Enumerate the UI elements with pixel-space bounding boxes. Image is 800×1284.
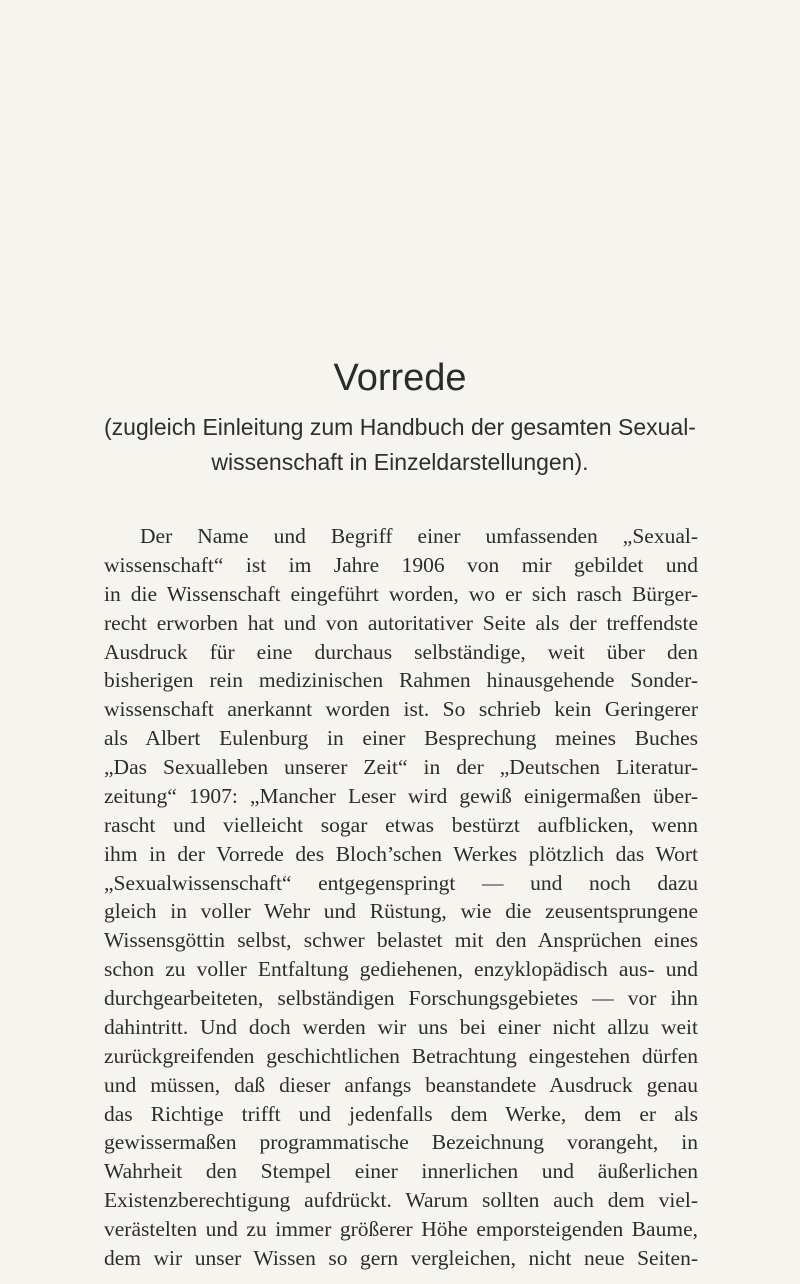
body-line: Der Name und Begriff einer umfassenden „Sexual- [140, 524, 698, 548]
page-title: Vorrede [333, 357, 467, 399]
body-line: durchgearbeiteten, selbständigen Forschungsgebietes — vor ihn [104, 986, 698, 1010]
body-line: zeitung“ 1907: „Mancher Leser wird gewiß einigermaßen über- [104, 784, 698, 808]
subtitle-line-1: (zugleich Einleitung zum Handbuch der gesamten Sexual- [104, 414, 696, 440]
body-line: Ausdruck für eine durchaus selbständige, weit über den [104, 640, 698, 664]
body-line: ihm in der Vorrede des Bloch’schen Werkes plötzlich das Wort [104, 842, 698, 866]
body-line: „Sexualwissenschaft“ entgegenspringt — und noch dazu [104, 871, 698, 895]
body-line: recht erworben hat und von autoritativer Seite als der treffendste [104, 611, 698, 635]
body-line: und müssen, daß dieser anfangs beanstandete Ausdruck genau [104, 1073, 698, 1097]
body-line: in die Wissenschaft eingeführt worden, wo er sich rasch Bürger- [104, 582, 698, 606]
subtitle-line-2: wissenschaft in Einzeldarstellungen). [211, 449, 589, 475]
body-line: schon zu voller Entfaltung gediehenen, enzyklopädisch aus- und [104, 957, 698, 981]
body-line: gleich in voller Wehr und Rüstung, wie die zeusentsprungene [104, 899, 698, 923]
body-line: bisherigen rein medizinischen Rahmen hinausgehende Sonder- [104, 668, 698, 692]
body-line: Existenzberechtigung aufdrückt. Warum sollten auch dem viel- [104, 1188, 698, 1212]
body-line: dahintritt. Und doch werden wir uns bei einer nicht allzu weit [104, 1015, 698, 1039]
body-line: verästelten und zu immer größerer Höhe emporsteigenden Baume, [104, 1217, 698, 1241]
body-line: das Richtige trifft und jedenfalls dem Werke, dem er als [104, 1102, 698, 1126]
body-line: wissenschaft anerkannt worden ist. So schrieb kein Geringerer [104, 697, 698, 721]
body-line: rascht und vielleicht sogar etwas bestürzt aufblicken, wenn [104, 813, 698, 837]
body-line: Wissensgöttin selbst, schwer belastet mit den Ansprüchen eines [104, 928, 698, 952]
body-line: dem wir unser Wissen so gern vergleichen, nicht neue Seiten- [104, 1246, 698, 1270]
body-line: zurückgreifenden geschichtlichen Betrachtung eingestehen dürfen [104, 1044, 698, 1068]
body-line: „Das Sexualleben unserer Zeit“ in der „Deutschen Literatur- [104, 755, 698, 779]
body-line: gewissermaßen programmatische Bezeichnung vorangeht, in [104, 1130, 698, 1154]
body-line: als Albert Eulenburg in einer Besprechung meines Buches [104, 726, 698, 750]
body-line: wissenschaft“ ist im Jahre 1906 von mir gebildet und [104, 553, 698, 577]
body-line: Wahrheit den Stempel einer innerlichen und äußerlichen [104, 1159, 698, 1183]
